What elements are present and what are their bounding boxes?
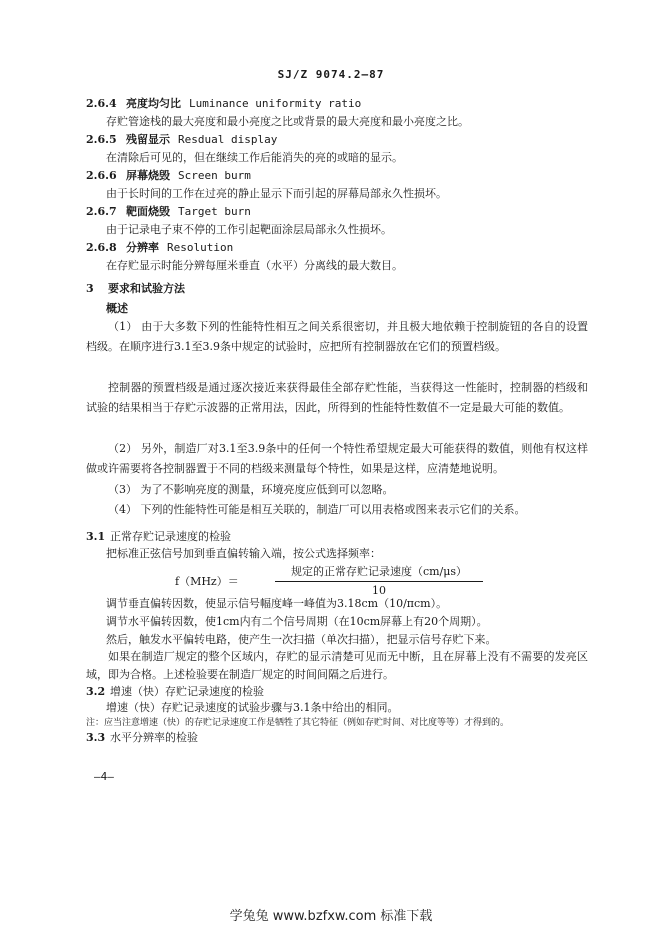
s31-paragraph-4: 如果在制造厂规定的整个区域内，存贮的显示清楚可见而无中断，且在屏幕上没有不需要的发亮区域，即为合格。上述检验要在制造厂规定的时间间隔之后进行。 xyxy=(86,650,588,681)
term-2-6-8 xyxy=(86,241,233,255)
s31-paragraph-3: 然后，触发水平偏转电路，使产生一次扫描（单次扫描），把显示信号存贮下来。 xyxy=(106,633,497,646)
section-title: 水平分辨率的检验 xyxy=(110,731,198,744)
term-chinese: 靶面烧毁 xyxy=(126,205,170,218)
formula-numerator: 规定的正常存贮记录速度（cm/μs） xyxy=(275,563,483,582)
term-chinese: 亮度均匀比 xyxy=(126,97,181,110)
term-definition: 在存贮显示时能分辨每厘米垂直（水平）分离线的最大数目。 xyxy=(106,259,403,272)
term-english: Screen burm xyxy=(178,169,251,182)
page-number: —4— xyxy=(94,770,114,783)
s31-paragraph-1: 调节垂直偏转因数，使显示信号幅度峰一峰值为3.18cm（10/πcm）。 xyxy=(106,597,448,610)
term-english: Resdual display xyxy=(178,133,278,146)
overview-paragraph-5: （4） 下列的性能特性可能是相互关联的，制造厂可以用表格或图来表示它们的关系。 xyxy=(108,503,526,516)
term-2-6-5 xyxy=(86,133,277,147)
term-english: Luminance uniformity ratio xyxy=(189,97,362,110)
section-title: 要求和试验方法 xyxy=(108,282,185,295)
term-definition: 由于记录电子束不停的工作引起靶面涂层局部永久性损坏。 xyxy=(106,223,392,236)
s32-body: 增速（快）存贮记录速度的试验步骤与3.1条中给出的相同。 xyxy=(106,701,399,714)
term-definition: 由于长时间的工作在过亮的静止显示下而引起的屏幕局部永久性损坏。 xyxy=(106,187,447,200)
formula-lhs: f（MHz）＝ xyxy=(175,575,239,588)
term-2-6-4 xyxy=(86,97,361,111)
overview-paragraph-1: （1） 由于大多数下列的性能特性相互之间关系很密切，并且极大地依赖于控制旋钮的各自的设置档级。在顺序进行3.1至3.9条中规定的试验时，应把所有控制器放在它们的预置档级。 xyxy=(86,320,588,354)
term-chinese: 残留显示 xyxy=(126,133,170,146)
section-title: 正常存贮记录速度的检验 xyxy=(110,530,231,543)
formula-denominator: 10 xyxy=(372,584,386,597)
term-number: 2.6.5 xyxy=(86,133,117,146)
s32-note: 注：应当注意增速（快）的存贮记录速度工作是牺牲了其它特征（例如存贮时间、对比度等等）才得到的。 xyxy=(86,718,510,728)
section-3-heading xyxy=(86,282,185,296)
section-3-3-heading xyxy=(86,731,198,745)
section-number: 3.3 xyxy=(86,731,106,744)
term-number: 2.6.4 xyxy=(86,97,117,110)
term-2-6-7 xyxy=(86,205,251,219)
section-number: 3.1 xyxy=(86,530,106,543)
overview-paragraph-4: （3） 为了不影响亮度的测量，环境亮度应低到可以忽略。 xyxy=(108,483,394,496)
term-number: 2.6.6 xyxy=(86,169,117,182)
s31-paragraph-2: 调节水平偏转因数，使1cm内有二个信号周期（在10cm屏幕上有20个周期）。 xyxy=(106,615,488,628)
term-definition: 存贮管途栈的最大亮度和最小亮度之比或背景的最大亮度和最小亮度之比。 xyxy=(106,115,469,128)
overview-heading: 概述 xyxy=(106,302,128,315)
term-number: 2.6.7 xyxy=(86,205,117,218)
section-number: 3 xyxy=(86,282,94,295)
term-english: Target burn xyxy=(178,205,251,218)
term-definition: 在清除后可见的，但在继续工作后能消失的亮的或暗的显示。 xyxy=(106,151,403,164)
term-number: 2.6.8 xyxy=(86,241,117,254)
term-english: Resolution xyxy=(167,241,234,254)
section-number: 3.2 xyxy=(86,685,106,698)
formula-fraction xyxy=(275,563,483,597)
section-3-1-heading xyxy=(86,530,231,544)
term-chinese: 分辨率 xyxy=(126,241,159,254)
term-chinese: 屏幕烧毁 xyxy=(126,169,170,182)
section-3-2-heading xyxy=(86,685,264,699)
overview-paragraph-3: （2） 另外，制造厂对3.1至3.9条中的任何一个特性希望规定最大可能获得的数值，则他有权这样做或许需要将各控制器置于不同的档级来测量每个特性，如果是这样，应清楚地说明。 xyxy=(86,442,588,476)
s31-intro: 把标准正弦信号加到垂直偏转输入端，按公式选择频率： xyxy=(106,547,381,560)
site-footer-watermark[interactable]: 学兔兔 www.bzfxw.com 标准下载 xyxy=(229,909,433,924)
standard-number-header: SJ/Z 9074.2—87 xyxy=(277,68,385,81)
overview-paragraph-2: 控制器的预置档级是通过逐次接近来获得最佳全部存贮性能，当获得这一性能时，控制器的档级和试验的结果相当于存贮示波器的正常用法，因此，所得到的性能特性数值不一定是最大可能的数值。 xyxy=(86,381,588,415)
term-2-6-6 xyxy=(86,169,251,183)
section-title: 增速（快）存贮记录速度的检验 xyxy=(110,685,264,698)
